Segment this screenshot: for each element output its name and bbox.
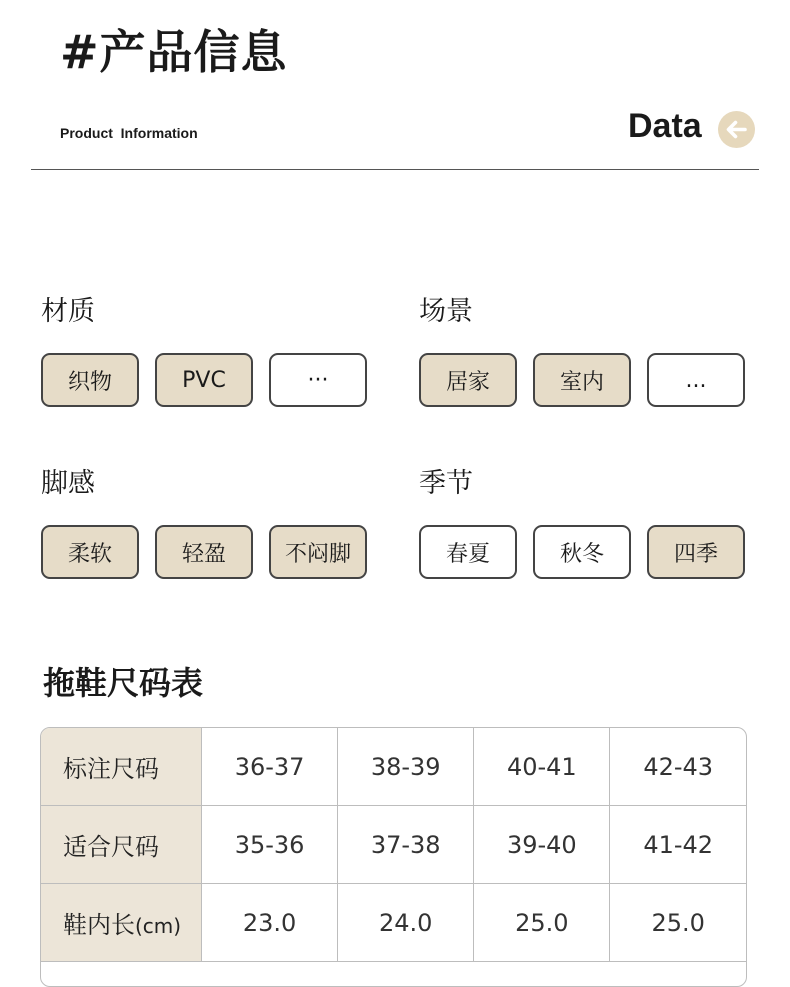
row-header-inner-length-label: 鞋内长 — [63, 911, 135, 939]
size-chart-title: 拖鞋尺码表 — [43, 664, 204, 702]
scene-label: 场景 — [419, 296, 473, 327]
feel-tag-light: 轻盈 — [155, 525, 253, 579]
feel-tag-breathable: 不闷脚 — [269, 525, 367, 579]
table-row — [41, 728, 746, 806]
table-cell: 40-41 — [474, 728, 610, 806]
header-divider — [31, 169, 759, 170]
row-header-fit-size: 适合尺码 — [41, 806, 202, 884]
data-label: Data — [628, 107, 702, 145]
material-tag-pvc: PVC — [155, 353, 253, 407]
page-title: #产品信息 — [60, 25, 288, 79]
material-tag-fabric: 织物 — [41, 353, 139, 407]
scene-tag-indoor: 室内 — [533, 353, 631, 407]
season-label: 季节 — [419, 468, 473, 499]
table-cell: 35-36 — [202, 806, 338, 884]
size-chart-table — [40, 727, 747, 987]
table-cell: 25.0 — [610, 884, 746, 962]
scene-tag-home: 居家 — [419, 353, 517, 407]
row-header-inner-length — [41, 884, 202, 962]
season-tag-spring-summer: 春夏 — [419, 525, 517, 579]
table-cell: 42-43 — [610, 728, 746, 806]
table-cell: 25.0 — [474, 884, 610, 962]
row-header-label-size: 标注尺码 — [41, 728, 202, 806]
season-tag-autumn-winter: 秋冬 — [533, 525, 631, 579]
table-cell: 38-39 — [338, 728, 474, 806]
feel-tag-soft: 柔软 — [41, 525, 139, 579]
scene-tag-more: ... — [647, 353, 745, 407]
page-subtitle: Product Information — [60, 125, 198, 141]
table-cell: 24.0 — [338, 884, 474, 962]
material-label: 材质 — [41, 296, 95, 327]
table-cell: 37-38 — [338, 806, 474, 884]
table-cell: 23.0 — [202, 884, 338, 962]
table-cell: 41-42 — [610, 806, 746, 884]
table-row — [41, 806, 746, 884]
arrow-left-circle-icon — [718, 111, 755, 148]
material-tag-more: ··· — [269, 353, 367, 407]
table-cell: 36-37 — [202, 728, 338, 806]
table-row — [41, 884, 746, 962]
feel-label: 脚感 — [41, 468, 95, 499]
unit-label: (cm) — [135, 914, 182, 938]
season-tag-all-seasons: 四季 — [647, 525, 745, 579]
table-cell: 39-40 — [474, 806, 610, 884]
